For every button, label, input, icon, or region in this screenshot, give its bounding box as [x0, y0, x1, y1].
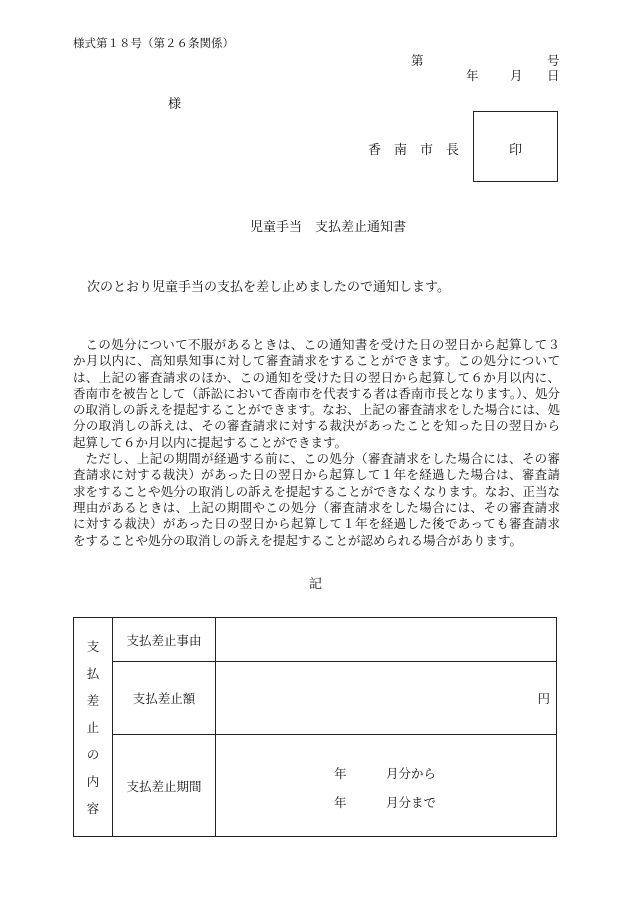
date-year-label: 年 [466, 68, 479, 83]
amount-unit: 円 [537, 691, 550, 706]
document-title: 児童手当 支払差止通知書 [250, 220, 407, 235]
appeal-notice-paragraph: ただし、上記の期間が経過する前に、この処分（審査請求をした場合には、その審査請求に対する裁決）があった日の翌日から起算して１年を経過した場合は、審査請求をすることや処分の取消しの訴えを提起することができなくなります。なお、正当な理由があるときは、上記の期間やこの処分（審査請求をした場合には、その審査請求に対する裁決）があった日の翌日から起算して１年を経過した後であっても審査請求をすることや処分の取消しの訴えを提起することが認められる場合があります。 [73, 451, 560, 548]
period-to-year: 年 [334, 795, 347, 810]
seal-box [473, 111, 558, 182]
reason-label: 支払差止事由 [113, 618, 216, 662]
addressee-honorific: 様 [168, 97, 182, 112]
seal-label: 印 [508, 143, 522, 158]
period-label: 支払差止期間 [113, 735, 216, 837]
issue-date [0, 66, 630, 82]
form-number: 様式第１８号（第２６条関係） [73, 36, 234, 50]
date-day-label: 日 [547, 68, 560, 83]
document-number-suffix: 号 [547, 53, 560, 68]
reason-value[interactable] [216, 618, 557, 662]
appeal-notice-paragraph: この処分について不服があるときは、この通知書を受けた日の翌日から起算して３か月以内に、高知県知事に対して審査請求をすることができます。この処分については、上記の審査請求のほか、この通知を受けた日の翌日から起算して６か月以内に、香南市を被告として（訴訟において香南市を代表する者は香南市長となります。）、処分の取消しの訴えを提起することができます。なお、上記の審査請求をした場合には、処分の取消しの訴えは、その審査請求に対する裁決があったことを知った日の翌日から起算して６か月以内に提起することができます。 [73, 337, 560, 450]
period-from-year: 年 [334, 766, 347, 781]
period-value[interactable] [216, 735, 557, 837]
appeal-notice [73, 337, 560, 549]
intro-text: 次のとおり児童手当の支払を差し止めましたので通知します。 [87, 280, 450, 295]
amount-value[interactable] [216, 662, 557, 735]
period-from-month: 月分から [386, 766, 437, 781]
period-to-month: 月分まで [386, 795, 437, 810]
table-vertical-header: 支 払 差 止 の 内 容 [74, 618, 113, 837]
date-month-label: 月 [510, 68, 523, 83]
issuer-name: 香南市長 [368, 143, 473, 158]
suspension-details-table [73, 617, 557, 837]
document-number-prefix: 第 [411, 53, 424, 68]
ki-heading: 記 [309, 577, 323, 592]
amount-label: 支払差止額 [113, 662, 216, 735]
